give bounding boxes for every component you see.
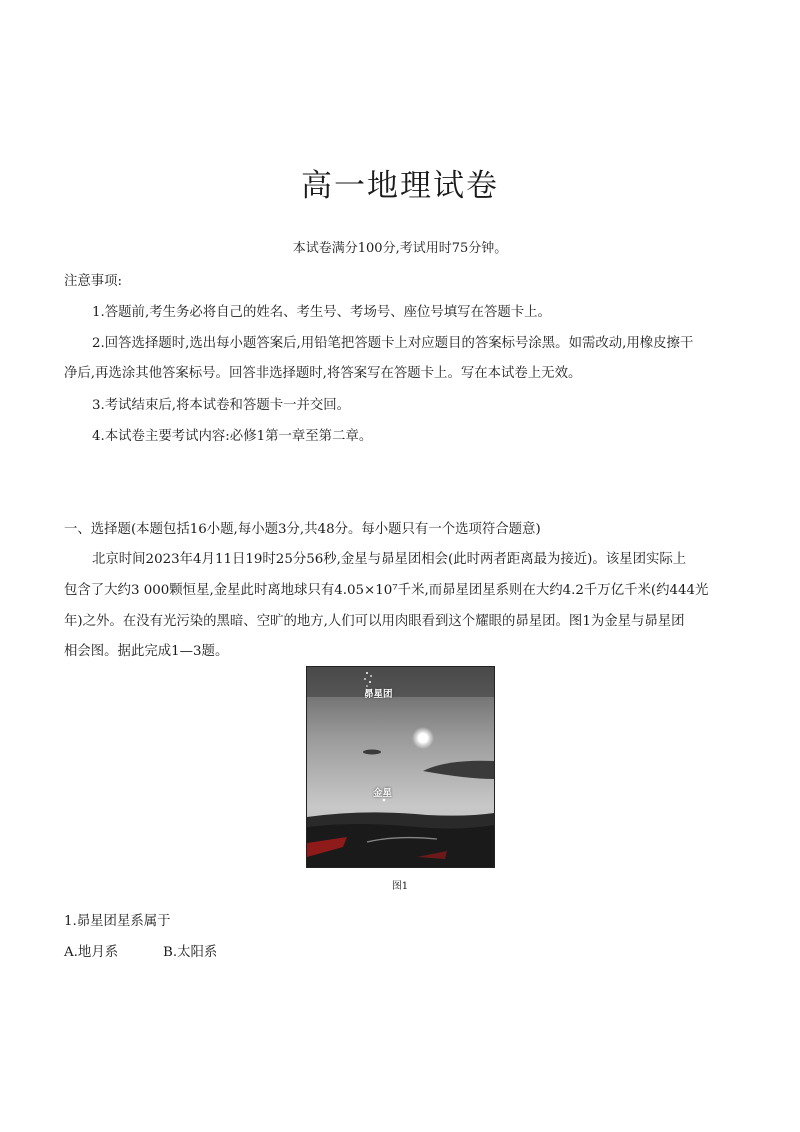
photo-illustration bbox=[307, 667, 494, 867]
passage-line-2: 包含了大约3 000颗恒星,金星此时离地球只有4.05×10⁷千米,而昴星团星系则在大约4.2千万亿千米(约444光 bbox=[64, 583, 709, 598]
venus-pleiades-photo bbox=[306, 666, 495, 868]
venus-dot bbox=[383, 799, 386, 802]
notice-heading: 注意事项: bbox=[64, 274, 123, 289]
figure-caption: 图1 bbox=[391, 881, 409, 892]
question-1-stem: 1.昴星团星系属于 bbox=[64, 914, 171, 929]
exam-info: 本试卷满分100分,考试用时75分钟。 bbox=[292, 241, 508, 256]
notice-item-2: 2.回答选择题时,选出每小题答案后,用铅笔把答题卡上对应题目的答案标号涂黑。如需改动,用橡皮擦干 bbox=[92, 336, 694, 351]
page-title: 高一地理试卷 bbox=[301, 168, 499, 204]
cloud-small bbox=[363, 750, 381, 755]
passage-line-3: 年)之外。在没有光污染的黑暗、空旷的地方,人们可以用肉眼看到这个耀眼的昴星团。图1为金星与昴星团 bbox=[64, 614, 685, 629]
notice-item-2-cont: 净后,再选涂其他答案标号。回答非选择题时,将答案写在答题卡上。写在本试卷上无效。 bbox=[64, 366, 582, 381]
passage-line-4: 相会图。据此完成1—3题。 bbox=[64, 644, 229, 659]
question-1-option-b: B.太阳系 bbox=[163, 945, 218, 960]
pleiades-label: 昴星团 bbox=[364, 689, 393, 700]
notice-item-3: 3.考试结束后,将本试卷和答题卡一并交回。 bbox=[92, 398, 351, 413]
passage-line-1: 北京时间2023年4月11日19时25分56秒,金星与昴星团相会(此时两者距离最为接近)。该星团实际上 bbox=[92, 552, 687, 567]
section-heading: 一、选择题(本题包括16小题,每小题3分,共48分。每小题只有一个选项符合题意) bbox=[64, 522, 541, 537]
venus-label: 金星 bbox=[373, 788, 393, 799]
notice-item-4: 4.本试卷主要考试内容:必修1第一章至第二章。 bbox=[92, 429, 373, 444]
question-1-option-a: A.地月系 bbox=[64, 945, 119, 960]
notice-item-1: 1.答题前,考生务必将自己的姓名、考生号、考场号、座位号填写在答题卡上。 bbox=[92, 305, 551, 320]
